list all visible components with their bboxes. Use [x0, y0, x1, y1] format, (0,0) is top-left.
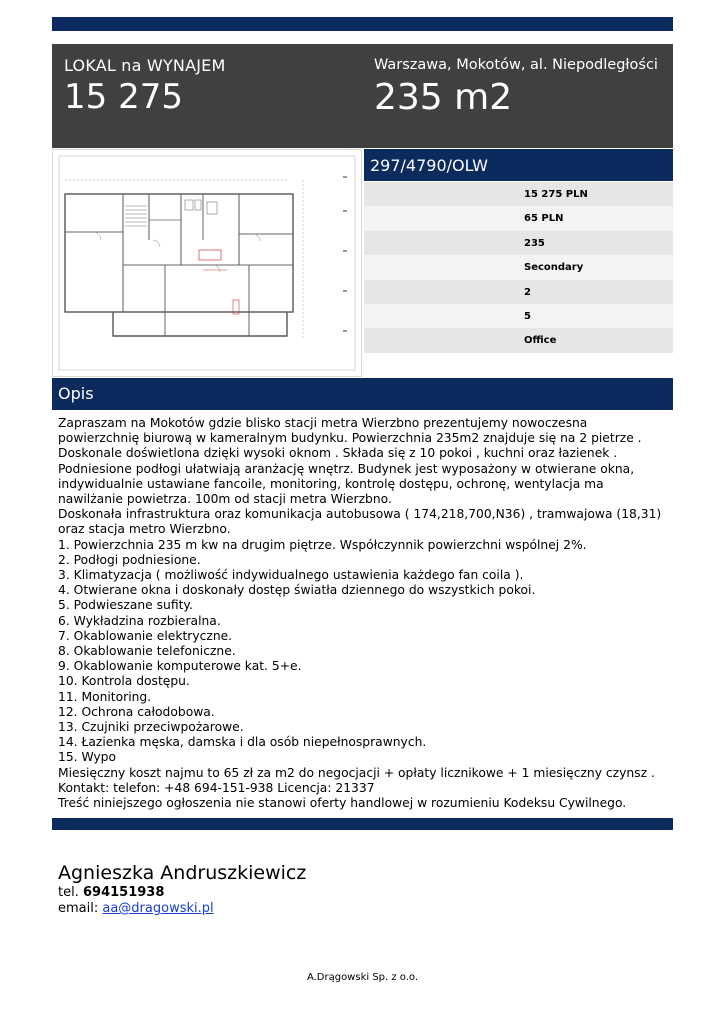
detail-price: 15 275 PLN — [364, 182, 673, 206]
detail-area: 235 — [364, 231, 673, 255]
description-line: oraz stacja metro Wierzbno. — [58, 522, 231, 537]
description-line: Doskonała infrastruktura oraz komunikacja autobusowa ( 174,218,700,N36) , tramwajowa (18,31) — [58, 507, 662, 522]
top-accent-bar — [52, 17, 673, 31]
agent-name: Agnieszka Andruszkiewicz — [58, 862, 307, 884]
description-line: Treść niniejszego ogłoszenia nie stanowi oferty handlowej w rozumieniu Kodeksu Cywilnego. — [58, 796, 627, 811]
section-title: Opis — [52, 378, 673, 410]
header-left — [64, 56, 225, 117]
description-line: 1. Powierzchnia 235 m kw na drugim piętrze. Współczynnik powierzchni wspólnej 2%. — [58, 537, 587, 552]
agent-phone-line — [58, 885, 306, 900]
description-line: powierzchnię biurową w kameralnym budynku. Powierzchnia 235m2 znajduje się na 2 pietrze . — [58, 431, 642, 446]
bottom-accent-bar — [52, 818, 673, 830]
listing-type: LOKAL na WYNAJEM — [64, 56, 226, 75]
description-line: 15. Wypo — [58, 750, 117, 765]
description-line: Zapraszam na Mokotów gdzie blisko stacji metra Wierzbno prezentujemy nowoczesna — [58, 416, 588, 430]
details-table — [364, 182, 673, 353]
agent-email-link[interactable]: aa@dragowski.pl — [102, 901, 214, 916]
floor-plan-image — [52, 149, 362, 377]
agent-email-line — [58, 901, 306, 916]
floor-plan-drawing — [53, 150, 361, 376]
email-label: email: — [58, 901, 99, 916]
reference-number: 297/4790/OLW — [364, 149, 673, 181]
listing-area: 235 m2 — [374, 77, 513, 118]
description-line: Doskonale doświetlona dzięki wysoki oknom . Składa się z 10 pokoi , kuchni oraz łazienek . — [58, 446, 618, 461]
description-line: 5. Podwieszane sufity. — [58, 598, 193, 613]
description-line: nawilżanie powietrza. 100m od stacji metra Wierzbno. — [58, 492, 392, 507]
listing-price: 15 275 — [64, 77, 183, 117]
description-line: Miesięczny koszt najmu to 65 zł za m2 do negocjacji + opłaty licznikowe + 1 miesięczny czynsz . — [58, 765, 655, 780]
description-line: 14. Łazienka męska, damska i dla osób niepełnosprawnych. — [58, 735, 427, 750]
description-line: 12. Ochrona całodobowa. — [58, 704, 215, 719]
description-line: 9. Okablowanie komputerowe kat. 5+e. — [58, 659, 302, 674]
description-line: 11. Monitoring. — [58, 689, 152, 704]
description — [58, 416, 670, 811]
phone-label: tel. — [58, 885, 79, 900]
footer-company: A.Drągowski Sp. z o.o. — [306, 972, 419, 983]
description-line: 4. Otwierane okna i doskonały dostęp światła dziennego do wszystkich pokoi. — [58, 583, 536, 598]
detail-market: Secondary — [364, 255, 673, 279]
description-line: 3. Klimatyzacja ( możliwość indywidualnego ustawienia każdego fan coila ). — [58, 568, 524, 583]
header-right — [374, 56, 664, 118]
description-line: 8. Okablowanie telefoniczne. — [58, 644, 236, 659]
description-line: 13. Czujniki przeciwpożarowe. — [58, 720, 244, 735]
description-line: 7. Okablowanie elektryczne. — [58, 628, 233, 643]
agent-contact — [58, 862, 306, 916]
agent-phone: 694151938 — [82, 885, 165, 900]
description-line: indywidualnie ustawiane fancoile, monitoring, kontrolę dostępu, ochronę, wentylacja ma — [58, 476, 604, 491]
description-line: Kontakt: telefon: +48 694-151-938 Licencja: 21337 — [58, 780, 375, 795]
detail-price-per-m2: 65 PLN — [364, 206, 673, 230]
listing-header — [52, 44, 673, 148]
description-line: Podniesione podłogi ułatwiają aranżację wnętrz. Budynek jest wyposażony w otwierane okna, — [58, 461, 635, 476]
description-line: 6. Wykładzina rozbieralna. — [58, 613, 221, 628]
detail-floor: 2 — [364, 280, 673, 304]
detail-property-type: Office — [364, 328, 673, 352]
description-line: 2. Podłogi podniesione. — [58, 552, 201, 567]
description-line: 10. Kontrola dostępu. — [58, 674, 190, 689]
listing-location: Warszawa, Mokotów, al. Niepodległości — [374, 57, 658, 73]
detail-rooms: 5 — [364, 304, 673, 328]
